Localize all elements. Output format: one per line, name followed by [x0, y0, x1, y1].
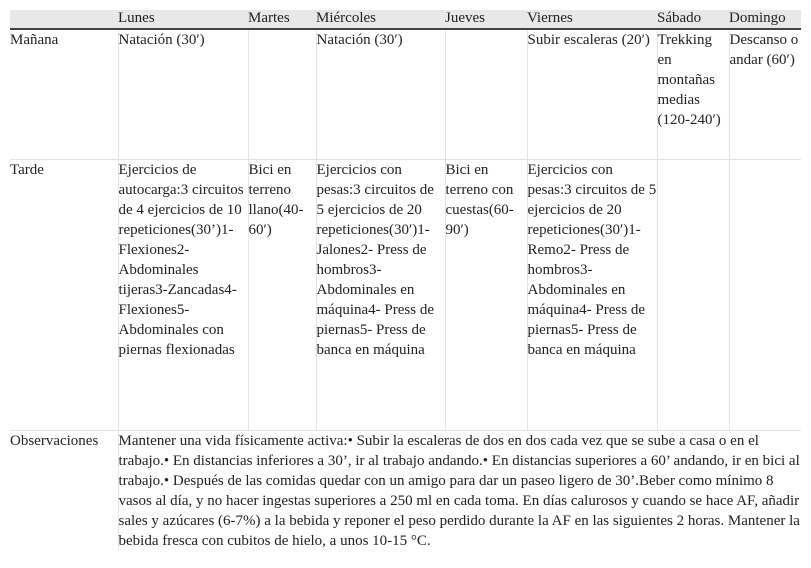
header-jueves: Jueves — [445, 10, 527, 29]
row-label-manana: Mañana — [10, 29, 118, 159]
header-viernes: Viernes — [527, 10, 657, 29]
cell-tarde-miercoles: Ejercicios con pesas:3 circuitos de 5 ejercicios de 20 repeticiones(30′)1-Jalones2- Press de hombros3-Abdominales en máquina4- Press de piernas5- Press de banca en máquina — [316, 159, 445, 430]
header-sabado: Sábado — [657, 10, 729, 29]
cell-tarde-martes: Bici en terreno llano(40-60′) — [248, 159, 316, 430]
row-label-tarde: Tarde — [10, 159, 118, 430]
cell-manana-sabado: Trekking en montañas medias (120-240′) — [657, 29, 729, 159]
row-label-observaciones: Observaciones — [10, 430, 118, 551]
cell-manana-jueves — [445, 29, 527, 159]
header-miercoles: Miércoles — [316, 10, 445, 29]
table-header-row — [10, 10, 801, 29]
cell-manana-domingo: Descanso o andar (60′) — [729, 29, 801, 159]
cell-tarde-jueves: Bici en terreno con cuestas(60-90′) — [445, 159, 527, 430]
header-domingo: Domingo — [729, 10, 801, 29]
table-row-manana — [10, 29, 801, 159]
cell-tarde-viernes: Ejercicios con pesas:3 circuitos de 5 ejercicios de 20 repeticiones(30′)1-Remo2- Press de hombros3-Abdominales en máquina4- Press de piernas5- Press de banca en máquina — [527, 159, 657, 430]
cell-tarde-lunes: Ejercicios de autocarga:3 circuitos de 4 ejercicios de 10 repeticiones(30’)1-Flexiones2-Abdominales tijeras3-Zancadas4-Flexiones5-Abdominales con piernas flexionadas — [118, 159, 248, 430]
header-martes: Martes — [248, 10, 316, 29]
header-empty — [10, 10, 118, 29]
cell-manana-viernes: Subir escaleras (20′) — [527, 29, 657, 159]
table-row-observaciones — [10, 430, 801, 551]
cell-observaciones-text: Mantener una vida físicamente activa:• Subir la escaleras de dos en dos cada vez que se sube a casa o en el trabajo.• En distancias inferiores a 30’, ir al trabajo andando.• En distancias superiores a 60’ andando, ir en bici al trabajo.• Después de las comidas quedar con un amigo para dar un paseo ligero de 30’.Beber como mínimo 8 vasos al día, y no hacer ingestas superiores a 250 ml en cada toma. En días calurosos y cuando se hace AF, añadir sales y azúcares (6-7%) a la bebida y reponer el peso perdido durante la AF en las siguientes 2 horas. Mantener la bebida fresca con cubitos de hielo, a unos 10-15 °C. — [118, 432, 800, 549]
table-row-tarde — [10, 159, 801, 430]
header-lunes: Lunes — [118, 10, 248, 29]
cell-manana-martes — [248, 29, 316, 159]
cell-manana-miercoles: Natación (30′) — [316, 29, 445, 159]
cell-tarde-domingo — [729, 159, 801, 430]
weekly-exercise-table — [10, 10, 801, 551]
cell-tarde-sabado — [657, 159, 729, 430]
cell-manana-lunes: Natación (30′) — [118, 29, 248, 159]
